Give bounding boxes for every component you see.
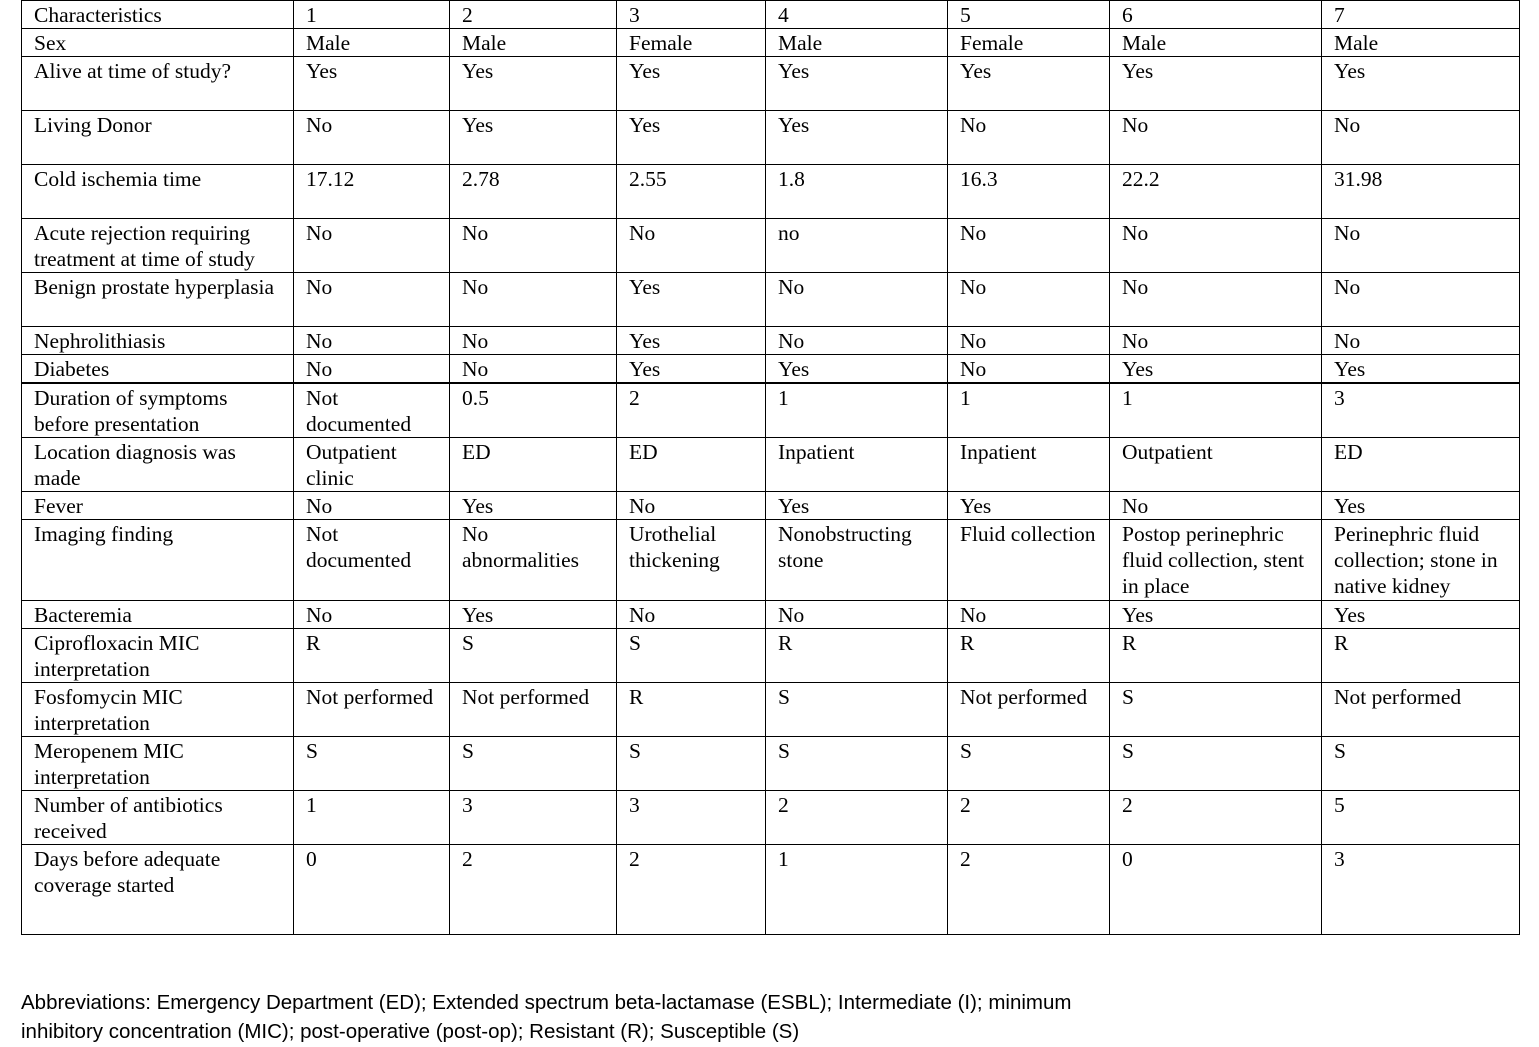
table-cell: 1	[1110, 383, 1322, 438]
header-patient-3: 3	[617, 1, 766, 29]
table-row	[22, 57, 1520, 111]
row-label: Bacteremia	[22, 601, 294, 629]
table-cell: No	[948, 355, 1110, 384]
header-patient-2: 2	[450, 1, 617, 29]
row-label: Imaging finding	[22, 520, 294, 601]
header-patient-6: 6	[1110, 1, 1322, 29]
table-cell: Yes	[1322, 355, 1520, 384]
table-cell: 0	[294, 845, 450, 935]
table-cell: No	[450, 273, 617, 327]
header-characteristics: Characteristics	[22, 1, 294, 29]
table-cell: R	[294, 629, 450, 683]
table-cell: Yes	[1322, 492, 1520, 520]
table-cell: No	[1110, 219, 1322, 273]
row-label: Fever	[22, 492, 294, 520]
table-cell: Yes	[1322, 57, 1520, 111]
table-cell: No	[1110, 111, 1322, 165]
table-cell: No	[766, 327, 948, 355]
table-cell: Yes	[294, 57, 450, 111]
table-row	[22, 111, 1520, 165]
table-cell: Not documented	[294, 383, 450, 438]
table-cell: No	[1322, 219, 1520, 273]
characteristics-table	[21, 0, 1520, 935]
header-row	[22, 1, 1520, 29]
table-cell: ED	[1322, 438, 1520, 492]
table-cell: Yes	[948, 492, 1110, 520]
table-cell: No	[1322, 327, 1520, 355]
row-label: Ciprofloxacin MIC interpretation	[22, 629, 294, 683]
row-label: Cold ischemia time	[22, 165, 294, 219]
table-cell: Male	[1322, 29, 1520, 57]
table-cell: S	[766, 737, 948, 791]
table-cell: No	[948, 601, 1110, 629]
table-row	[22, 601, 1520, 629]
table-cell: Perinephric fluid collection; stone in native kidney	[1322, 520, 1520, 601]
table-row	[22, 327, 1520, 355]
table-cell: No	[948, 327, 1110, 355]
table-cell: Nonobstructing stone	[766, 520, 948, 601]
row-label: Days before adequate coverage started	[22, 845, 294, 935]
table-cell: S	[450, 629, 617, 683]
table-cell: 16.3	[948, 165, 1110, 219]
table-cell: Yes	[450, 57, 617, 111]
table-cell: 0	[1110, 845, 1322, 935]
row-label: Number of antibiotics received	[22, 791, 294, 845]
table-cell: 2	[766, 791, 948, 845]
table-cell: No	[948, 273, 1110, 327]
table-cell: No	[294, 492, 450, 520]
table-row	[22, 29, 1520, 57]
table-cell: Male	[294, 29, 450, 57]
table-cell: Yes	[1110, 355, 1322, 384]
row-label: Acute rejection requiring treatment at time of study	[22, 219, 294, 273]
table-cell: 2	[948, 791, 1110, 845]
table-cell: No	[294, 273, 450, 327]
table-cell: 17.12	[294, 165, 450, 219]
table-cell: No	[450, 327, 617, 355]
table-cell: S	[617, 737, 766, 791]
table-cell: 2	[617, 845, 766, 935]
row-label: Diabetes	[22, 355, 294, 384]
table-cell: R	[1110, 629, 1322, 683]
table-cell: S	[1322, 737, 1520, 791]
table-cell: Postop perinephric fluid collection, stent in place	[1110, 520, 1322, 601]
table-cell: No	[294, 355, 450, 384]
table-cell: ED	[450, 438, 617, 492]
table-cell: Fluid collection	[948, 520, 1110, 601]
table-cell: No	[1322, 273, 1520, 327]
table-cell: No	[766, 273, 948, 327]
abbreviations-footnote: Abbreviations: Emergency Department (ED); Extended spectrum beta-lactamase (ESBL); Intermediate (I); minimum inhibitory concentration (MIC); post-operative (post-op); Resistant (R); Susceptible (S)	[21, 991, 1072, 1043]
table-cell: 1	[766, 845, 948, 935]
table-cell: 22.2	[1110, 165, 1322, 219]
table-cell: ED	[617, 438, 766, 492]
table-cell: Yes	[617, 111, 766, 165]
table-cell: 2.55	[617, 165, 766, 219]
table-cell: Not performed	[450, 683, 617, 737]
table-row	[22, 629, 1520, 683]
table-cell: 2	[1110, 791, 1322, 845]
table-cell: 1	[294, 791, 450, 845]
table-cell: No	[294, 111, 450, 165]
table-cell: 2	[948, 845, 1110, 935]
table-cell: Inpatient	[948, 438, 1110, 492]
table-cell: Yes	[766, 111, 948, 165]
table-cell: No	[450, 355, 617, 384]
table-cell: 3	[1322, 845, 1520, 935]
header-patient-5: 5	[948, 1, 1110, 29]
row-label: Duration of symptoms before presentation	[22, 383, 294, 438]
table-cell: Yes	[450, 111, 617, 165]
header-patient-4: 4	[766, 1, 948, 29]
table-row	[22, 355, 1520, 384]
table-cell: S	[450, 737, 617, 791]
table-cell: No	[1110, 327, 1322, 355]
table-cell: Yes	[1322, 601, 1520, 629]
table-cell: S	[294, 737, 450, 791]
table-cell: R	[1322, 629, 1520, 683]
table-cell: 1.8	[766, 165, 948, 219]
table-cell: No	[617, 601, 766, 629]
table-cell: 3	[1322, 383, 1520, 438]
table-cell: Not performed	[948, 683, 1110, 737]
table-cell: Female	[948, 29, 1110, 57]
table-cell: Yes	[1110, 601, 1322, 629]
row-label: Fosfomycin MIC interpretation	[22, 683, 294, 737]
table-cell: No	[617, 492, 766, 520]
table-cell: Male	[766, 29, 948, 57]
table-cell: Not performed	[294, 683, 450, 737]
table-cell: 31.98	[1322, 165, 1520, 219]
table-cell: R	[617, 683, 766, 737]
table-cell: Yes	[1110, 57, 1322, 111]
table-cell: Inpatient	[766, 438, 948, 492]
table-cell: 0.5	[450, 383, 617, 438]
table-cell: Male	[450, 29, 617, 57]
table-cell: S	[1110, 737, 1322, 791]
row-label: Sex	[22, 29, 294, 57]
table-cell: Female	[617, 29, 766, 57]
table-cell: R	[948, 629, 1110, 683]
table-cell: No	[617, 219, 766, 273]
table-row	[22, 737, 1520, 791]
table-cell: S	[617, 629, 766, 683]
table-cell: Yes	[617, 327, 766, 355]
table-cell: 3	[617, 791, 766, 845]
table-cell: No	[450, 219, 617, 273]
table-row	[22, 438, 1520, 492]
table-cell: Yes	[766, 57, 948, 111]
table-cell: Outpatient	[1110, 438, 1322, 492]
table-cell: 2	[450, 845, 617, 935]
table-cell: 2.78	[450, 165, 617, 219]
table-cell: no	[766, 219, 948, 273]
row-label: Location diagnosis was made	[22, 438, 294, 492]
table-row	[22, 492, 1520, 520]
table-cell: Urothelial thickening	[617, 520, 766, 601]
table-cell: Male	[1110, 29, 1322, 57]
table-cell: No	[766, 601, 948, 629]
table-cell: No	[294, 327, 450, 355]
table-cell: Yes	[617, 57, 766, 111]
table-cell: 3	[450, 791, 617, 845]
table-cell: Outpatient clinic	[294, 438, 450, 492]
table-cell: R	[766, 629, 948, 683]
table-cell: 1	[766, 383, 948, 438]
table-row	[22, 520, 1520, 601]
table-cell: Yes	[617, 355, 766, 384]
table-cell: 2	[617, 383, 766, 438]
row-label: Nephrolithiasis	[22, 327, 294, 355]
table-cell: S	[948, 737, 1110, 791]
table-cell: Yes	[450, 492, 617, 520]
table-cell: No	[948, 219, 1110, 273]
table-row	[22, 683, 1520, 737]
table-row	[22, 273, 1520, 327]
table-cell: 1	[948, 383, 1110, 438]
row-label: Alive at time of study?	[22, 57, 294, 111]
table-cell: S	[766, 683, 948, 737]
table-cell: No	[1322, 111, 1520, 165]
table-row	[22, 845, 1520, 935]
row-label: Living Donor	[22, 111, 294, 165]
header-patient-1: 1	[294, 1, 450, 29]
table-row	[22, 165, 1520, 219]
table-cell: S	[1110, 683, 1322, 737]
table-cell: No	[1110, 492, 1322, 520]
table-cell: Not performed	[1322, 683, 1520, 737]
table-row	[22, 219, 1520, 273]
table-cell: Yes	[450, 601, 617, 629]
table-body	[22, 1, 1520, 935]
table-cell: Yes	[948, 57, 1110, 111]
table-cell: No abnormalities	[450, 520, 617, 601]
table-cell: 5	[1322, 791, 1520, 845]
table-row	[22, 383, 1520, 438]
table-cell: No	[948, 111, 1110, 165]
table-cell: Yes	[766, 355, 948, 384]
table-cell: No	[294, 219, 450, 273]
table-row	[22, 791, 1520, 845]
table-cell: Not documented	[294, 520, 450, 601]
table-cell: No	[294, 601, 450, 629]
header-patient-7: 7	[1322, 1, 1520, 29]
row-label: Benign prostate hyperplasia	[22, 273, 294, 327]
table-cell: No	[1110, 273, 1322, 327]
row-label: Meropenem MIC interpretation	[22, 737, 294, 791]
table-cell: Yes	[617, 273, 766, 327]
table-cell: Yes	[766, 492, 948, 520]
